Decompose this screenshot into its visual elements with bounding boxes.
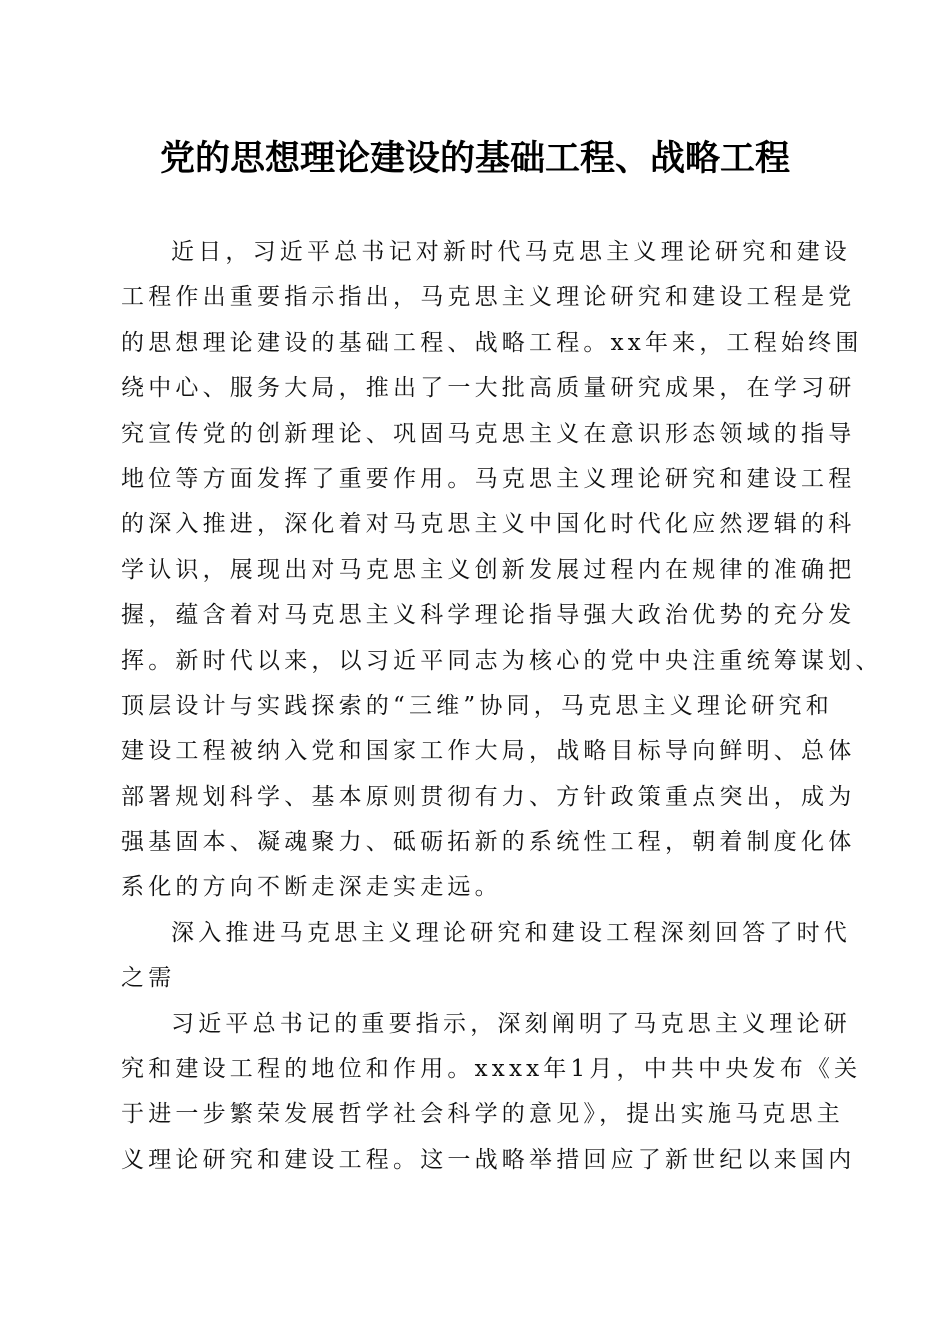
- paragraph-body: [121, 1002, 862, 1184]
- text-line: 部署规划科学、基本原则贯彻有力、方针政策重点突出，成为: [121, 783, 856, 810]
- text-line: 系化的方向不断走深走实走远。: [121, 874, 502, 901]
- text-line: 学认识，展现出对马克思主义创新发展过程内在规律的准确把: [121, 556, 856, 583]
- text-line: 挥。新时代以来，以习近平同志为核心的党中央注重统筹谋划、: [121, 647, 883, 674]
- text-line: 于进一步繁荣发展哲学社会科学的意见》，提出实施马克思主: [121, 1101, 844, 1128]
- text-line: 工程作出重要指示指出，马克思主义理论研究和建设工程是党: [121, 284, 856, 311]
- paragraph-intro: [121, 230, 883, 911]
- document-title: 党的思想理论建设的基础工程、战略工程: [159, 138, 790, 179]
- text-line: 究和建设工程的地位和作用。xxxx年1月，中共中央发布《关: [121, 1056, 862, 1083]
- text-line: 习近平总书记的重要指示，深刻阐明了马克思主义理论研: [171, 1010, 851, 1037]
- text-line: 强基固本、凝魂聚力、砥砺拓新的系统性工程，朝着制度化体: [121, 829, 856, 856]
- text-line: 的思想理论建设的基础工程、战略工程。xx年来，工程始终围: [121, 329, 863, 356]
- text-line: 的深入推进，深化着对马克思主义中国化时代化应然逻辑的科: [121, 511, 856, 538]
- text-line: 顶层设计与实践探索的“三维”协同，马克思主义理论研究和: [121, 692, 833, 719]
- text-line: 握，蕴含着对马克思主义科学理论指导强大政治优势的充分发: [121, 602, 856, 629]
- section-heading-paragraph: [121, 911, 851, 1002]
- document-body: [121, 230, 883, 1183]
- text-line: 地位等方面发挥了重要作用。马克思主义理论研究和建设工程: [121, 465, 856, 492]
- text-line: 究宣传党的创新理论、巩固马克思主义在意识形态领域的指导: [121, 420, 856, 447]
- text-line: 建设工程被纳入党和国家工作大局，战略目标导向鲜明、总体: [121, 738, 856, 765]
- text-line: 近日，习近平总书记对新时代马克思主义理论研究和建设: [171, 239, 851, 265]
- text-line: 绕中心、服务大局，推出了一大批高质量研究成果，在学习研: [121, 375, 856, 402]
- text-line: 之需: [121, 965, 176, 992]
- text-line: 深入推进马克思主义理论研究和建设工程深刻回答了时代: [171, 919, 851, 946]
- text-line: 义理论研究和建设工程。这一战略举措回应了新世纪以来国内: [121, 1146, 856, 1173]
